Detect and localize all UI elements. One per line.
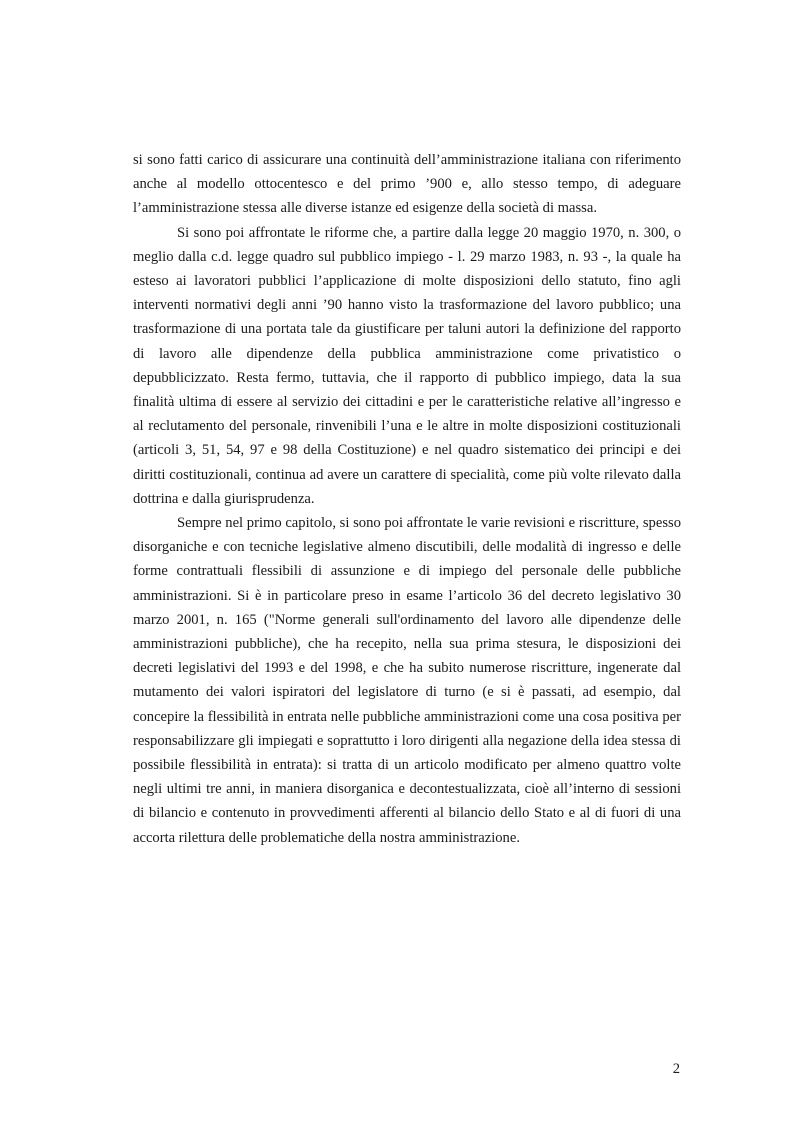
paragraph-reforms: Si sono poi affrontate le riforme che, a partire dalla legge 20 maggio 1970, n. 300, o meglio dalla c.d. legge quadro sul pubblico impiego - l. 29 marzo 1983, n. 93 -, la quale ha esteso ai lavoratori pubblici l’applicazione di molte disposizioni dello statuto, fino agli interventi normativi degli anni ’90 hanno visto la trasformazione del lavoro pubblico; una trasformazione di una portata tale da giustificare per taluni autori la definizione del rapporto di lavoro alle dipendenze della pubblica amministrazione come privatistico o depubblicizzato. Resta fermo, tuttavia, che il rapporto di pubblico impiego, data la sua finalità ultima di essere al servizio dei cittadini e per le caratteristiche relative all’ingresso e al reclutamento del personale, rinvenibili l’una e le altre in molte disposizioni costituzionali (articoli 3, 51, 54, 97 e 98 della Costituzione) e nel quadro sistematico dei principi e dei diritti costituzionali, continua ad avere un carattere di specialità, come più volte rilevato dalla dottrina e dalla giurisprudenza. <box>133 224 681 507</box>
page-number: 2 <box>672 1061 680 1077</box>
document-body <box>133 148 681 850</box>
paragraph-first-chapter: Sempre nel primo capitolo, si sono poi affrontate le varie revisioni e riscritture, spesso disorganiche e con tecniche legislative almeno discutibili, delle modalità di ingresso e delle forme contrattuali flessibili di assunzione e di impiego del personale delle pubbliche amministrazioni. Si è in particolare preso in esame l’articolo 36 del decreto legislativo 30 marzo 2001, n. 165 ("Norme generali sull'ordinamento del lavoro alle dipendenze delle amministrazioni pubbliche), che ha recepito, nella sua prima stesura, le disposizioni dei decreti legislativi del 1993 e del 1998, e che ha subito numerose riscritture, ingenerate dal mutamento dei valori ispiratori del legislatore di turno (e si è passati, ad esempio, dal concepire la flessibilità in entrata nelle pubbliche amministrazioni come una cosa positiva per responsabilizzare gli impiegati e soprattutto i loro dirigenti alla negazione della idea stessa di possibile flessibilità in entrata): si tratta di un articolo modificato per almeno quattro volte negli ultimi tre anni, in maniera disorganica e decontestualizzata, cioè all’interno di sessioni di bilancio e contenuto in provvedimenti afferenti al bilancio dello Stato e al di fuori di una accorta rilettura delle problematiche della nostra amministrazione. <box>133 515 681 846</box>
paragraph-continuation: si sono fatti carico di assicurare una continuità dell’amministrazione italiana con riferimento anche al modello ottocentesco e del primo ’900 e, allo stesso tempo, di adeguare l’amministrazione stessa alle diverse istanze ed esigenze della società di massa. <box>133 152 681 217</box>
